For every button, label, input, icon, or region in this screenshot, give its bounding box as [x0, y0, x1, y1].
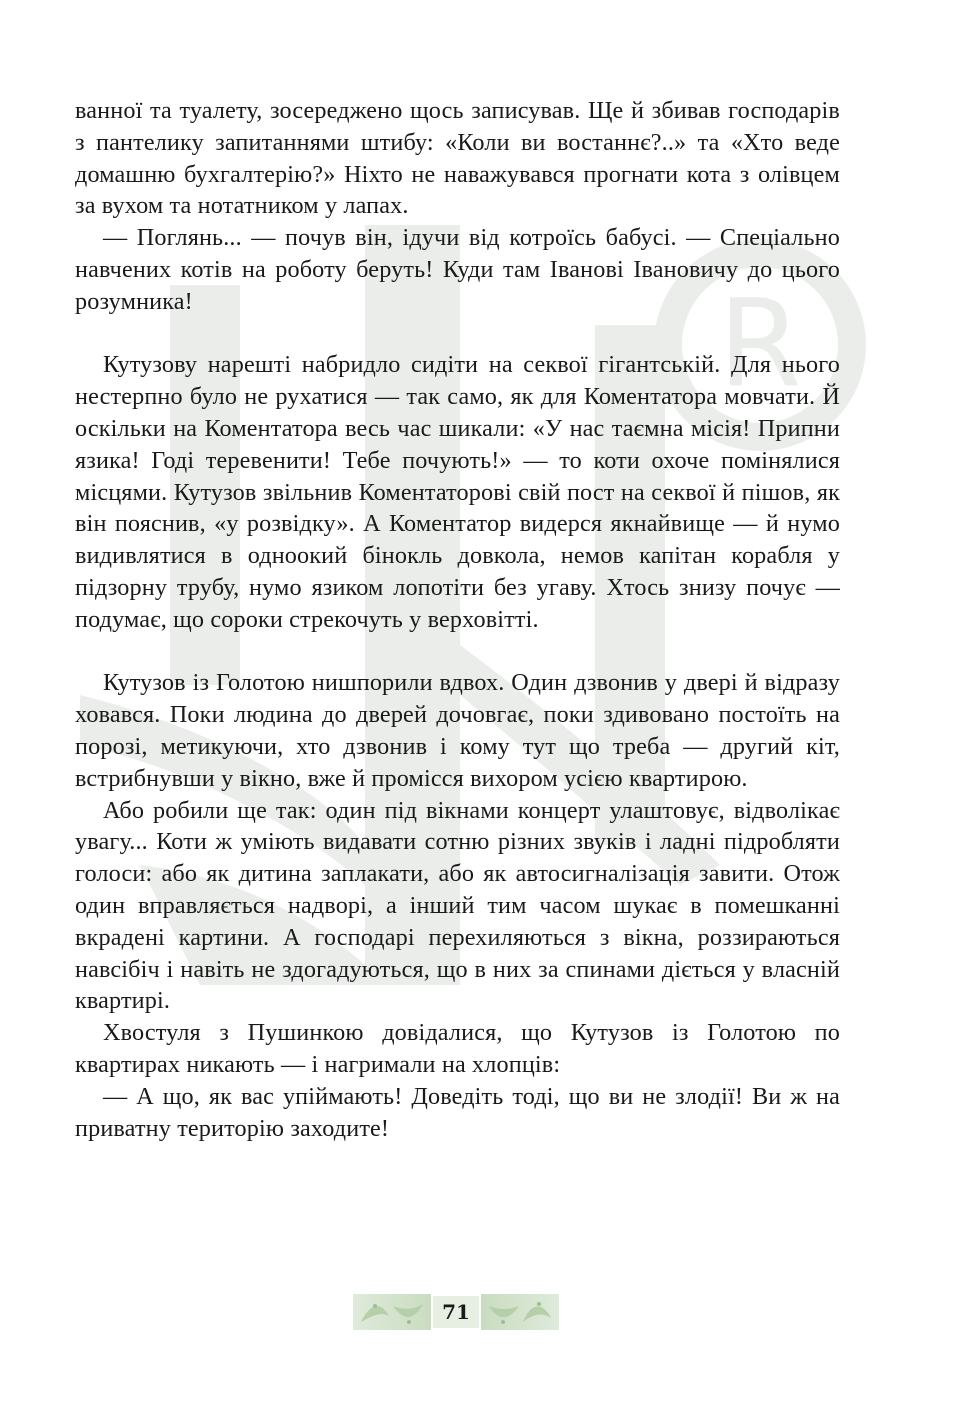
paragraph: — А що, як вас упіймають! Доведіть тоді, що ви не злодії! Ви ж на приватну територію заходите! [75, 1082, 840, 1142]
svg-text:R: R [718, 275, 802, 414]
paragraph: Хвостуля з Пушинкою довідалися, що Кутузов із Голотою по квартирах никають — і нагримали на хлопців: [75, 1019, 840, 1078]
paragraph: Кутузову нарешті набридло сидіти на секвої гігантській. Для нього нестерпно було не рухатися — так само, як для Коментатора мовчати. Й оскільки на Коментатора весь час шикали: «У нас таємна місія! Припни язика! Годі теревенити! Тебе почують!» — то коти охоче помінялися місцями. Кутузов звільнив Коментаторові свій пост на секвої й пішов, як він пояснив, «у розвідку». А Коментатор видерся якнайвище — й нумо видивлятися в одноокий бінокль довкола, немов капітан корабля у підзорну трубу, нумо язиком лопотіти без угаву. Хтось знизу почує — подумає, що сороки стрекочуть у верховітті. [75, 351, 840, 633]
paragraph: Кутузов із Голотою нишпорили вдвох. Один дзвонив у двері й відразу ховався. Поки людина до дверей дочовгає, поки здивовано постоїть на порозі, метикуючи, хто дзвонив і кому тут що треба — другий кіт, встрибнувши у вікно, вже й промісся вихором усією квартирою. [75, 669, 840, 792]
paragraph: — Поглянь... — почув він, ідучи від котроїсь бабусі. — Спеціально навчених котів на роботу беруть! Куди там Іванові Івановичу до цього розумника! [75, 224, 840, 315]
page-footer [353, 1292, 559, 1332]
paragraph: ванної та туалету, зосереджено щось записував. Ще й збивав господарів з пантелику запитаннями штибу: «Коли ви востаннє?..» та «Хто веде домашню бухгалтерію?» Ніхто не наважувався прогнати кота з олівцем за вухом та нотатником у лапах. [75, 97, 840, 220]
page-body [75, 95, 840, 1144]
page-number: 71 [442, 1300, 470, 1324]
paragraph: Або робили ще так: один під вікнами концерт улаштовує, відволікає увагу... Коти ж уміють видавати сотню різних звуків і ладні підробляти голоси: або як дитина заплакати, або як автосигналізація завити. Отож один вправляється надворі, а інший тим часом шукає в помешканні вкрадені картини. А господарі перехиляються з вікна, роззираються навсібіч і навіть не здогадуються, що в них за спинами діється у власній квартирі. [75, 796, 840, 1015]
